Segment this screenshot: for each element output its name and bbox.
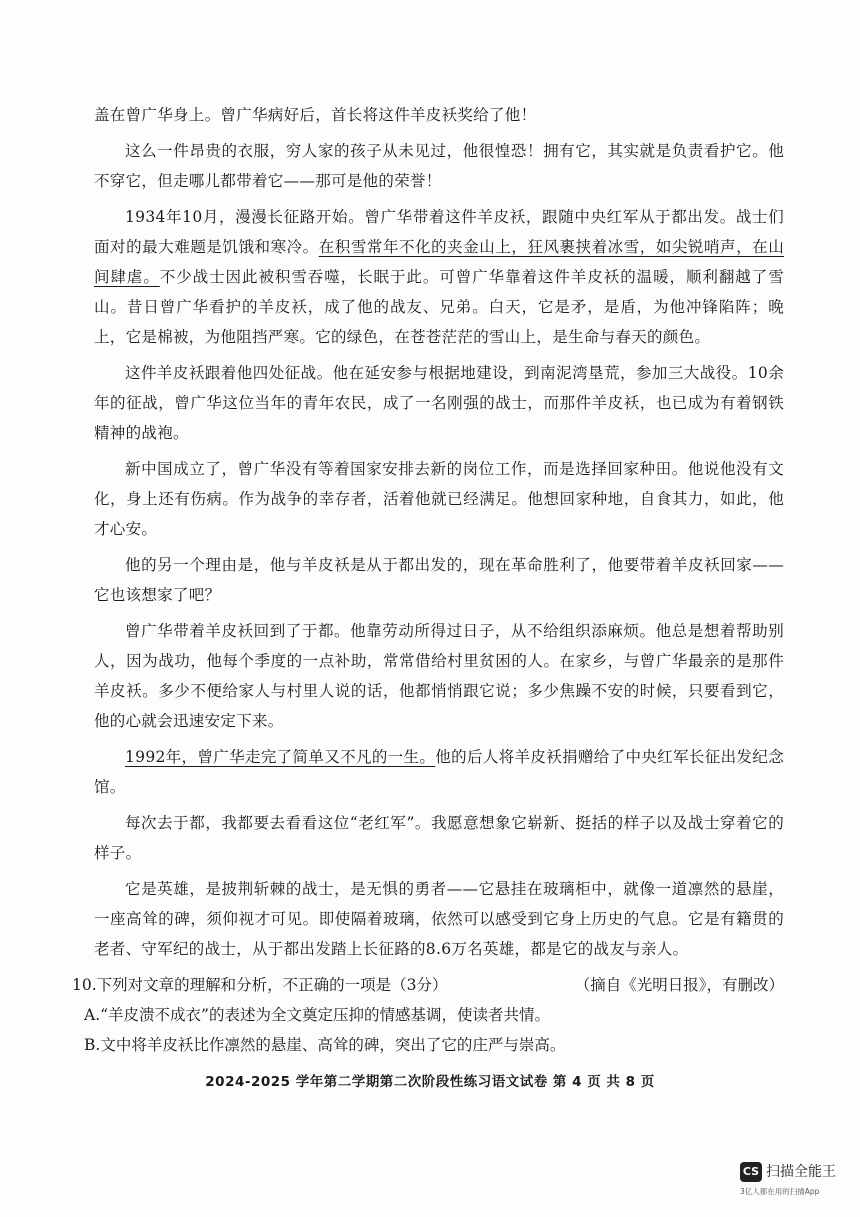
paragraph-8 <box>94 742 784 802</box>
paragraph-2: 这么一件昂贵的衣服，穷人家的孩子从未见过，他很惶恐！拥有它，其实就是负责看护它。他不穿它，但走哪儿都带着它——那可是他的荣誉！ <box>94 142 784 190</box>
option-a: A.“羊皮溃不成衣”的表述为全文奠定压抑的情感基调，使读者共情。 <box>84 1006 550 1024</box>
option-b: B.文中将羊皮袄比作凛然的悬崖、高耸的碑，突出了它的庄严与崇高。 <box>84 1036 566 1054</box>
article-body <box>94 100 784 1000</box>
question-title: 10.下列对文章的理解和分析，不正确的一项是（3分） <box>72 976 448 994</box>
watermark-tagline: 3亿人都在用的扫描App <box>740 1187 820 1196</box>
source-citation: （摘自《光明日报》，有删改） <box>574 976 784 994</box>
paragraph-7: 曾广华带着羊皮袄回到了于都。他靠劳动所得过日子，从不给组织添麻烦。他总是想着帮助别人，因为战功，他每个季度的一点补助，常常借给村里贫困的人。在家乡，与曾广华最亲的是那件羊皮袄。多少不便给家人与村里人说的话，他都悄悄跟它说；多少焦躁不安的时候，只要看到它，他的心就会迅速安定下来。 <box>94 622 784 730</box>
paragraph-4: 这件羊皮袄跟着他四处征战。他在延安参与根据地建设，到南泥湾垦荒，参加三大战役。10余年的征战，曾广华这位当年的青年农民，成了一名刚强的战士，而那件羊皮袄，也已成为有着钢铁精神的战袍。 <box>94 364 784 442</box>
paragraph-3-pre: 1934年10月，漫漫长征路开始。曾广华带着这件羊皮袄，跟随中央红军从于都出发。战士们面对的最大难题是饥饿和寒冷。 <box>94 208 784 256</box>
scanner-watermark <box>740 1160 850 1210</box>
paragraph-3-post: 不少战士因此被积雪吞噬，长眠于此。可曾广华靠着这件羊皮袄的温暖，顺利翻越了雪山。昔日曾广华看护的羊皮袄，成了他的战友、兄弟。白天，它是矛，是盾，为他冲锋陷阵；晚上，它是棉被，为他阻挡严寒。它的绿色，在苍苍茫茫的雪山上，是生命与春天的颜色。 <box>94 268 784 346</box>
paragraph-6: 他的另一个理由是，他与羊皮袄是从于都出发的，现在革命胜利了，他要带着羊皮袄回家——它也该想家了吧？ <box>94 556 784 604</box>
question-10 <box>72 970 784 1060</box>
paragraph-10: 它是英雄，是披荆斩棘的战士，是无惧的勇者——它悬挂在玻璃柜中，就像一道凛然的悬崖，一座高耸的碑，须仰视才可见。即使隔着玻璃，依然可以感受到它身上历史的气息。它是有籍贯的老者、守军纪的战士，从于都出发踏上长征路的8.6万名英雄，都是它的战友与亲人。 <box>94 880 784 958</box>
paragraph-9: 每次去于都，我都要去看看这位“老红军”。我愿意想象它崭新、挺括的样子以及战士穿着它的样子。 <box>94 814 784 862</box>
paragraph-5: 新中国成立了，曾广华没有等着国家安排去新的岗位工作，而是选择回家种田。他说他没有文化，身上还有伤病。作为战争的幸存者，活着他就已经满足。他想回家种地，自食其力，如此，他才心安。 <box>94 460 784 538</box>
watermark-app-name: 扫描全能王 <box>766 1164 836 1180</box>
paragraph-8-post: 他的后人将羊皮袄捐赠给了中央红军长征出发纪念馆。 <box>94 748 785 796</box>
page-footer: 2024-2025 学年第二学期第二次阶段性练习语文试卷 第 4 页 共 8 页 <box>205 1074 655 1090</box>
underlined-sentence-2: 1992年，曾广华走完了简单又不凡的一生。 <box>125 748 436 766</box>
underlined-sentence-1: 在积雪常年不化的夹金山上，狂风裹挟着冰雪，如尖锐哨声，在山间肆虐。 <box>94 238 784 286</box>
paragraph-3 <box>94 202 784 352</box>
paragraph-1: 盖在曾广华身上。曾广华病好后，首长将这件羊皮袄奖给了他！ <box>94 106 537 124</box>
camscanner-logo-icon: CS <box>740 1162 762 1182</box>
